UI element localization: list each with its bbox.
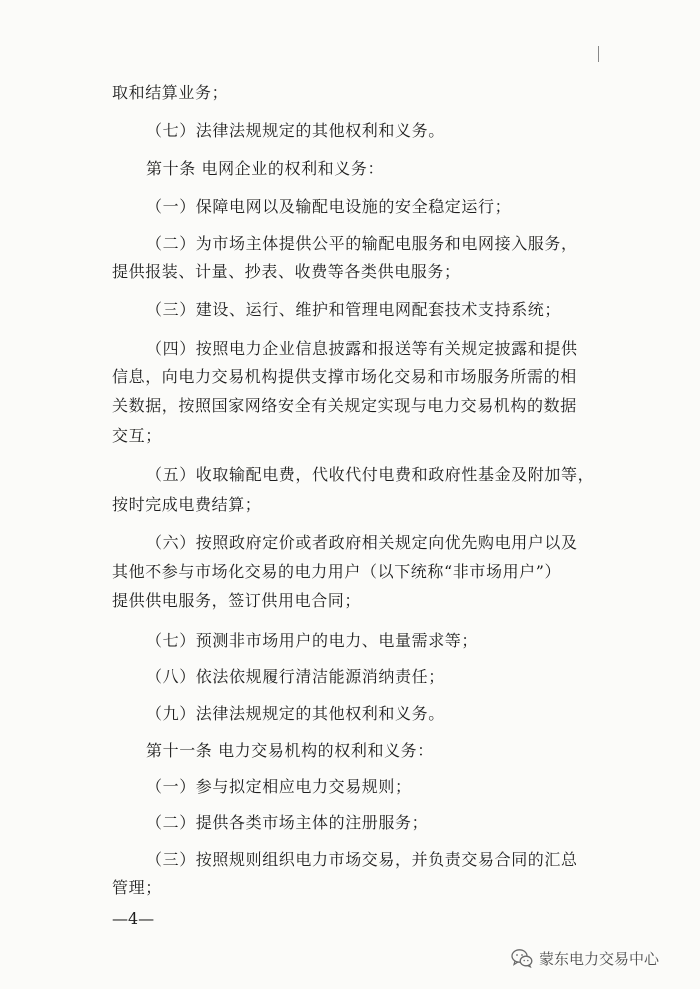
text-line: （八）依法依规履行清洁能源消纳责任； [146, 667, 445, 686]
text-line: （四）按照电力企业信息披露和报送等有关规定披露和提供 [146, 339, 578, 358]
section-heading: 第十条 电网企业的权利和义务： [146, 159, 385, 178]
scan-edge-mark [598, 46, 599, 62]
text-line: （六）按照政府定价或者政府相关规定向优先购电用户以及 [146, 533, 578, 552]
text-line: 提供供电服务，签订供用电合同； [112, 591, 362, 610]
text-line: （五）收取输配电费，代收代付电费和政府性基金及附加等， [146, 465, 595, 484]
text-line: 取和结算业务； [112, 83, 229, 102]
text-line: （一）参与拟定相应电力交易规则； [146, 777, 412, 796]
text-line: 信息，向电力交易机构提供支撑市场化交易和市场服务所需的相 [112, 367, 577, 386]
page-number: —4— [112, 909, 155, 928]
text-line: 管理； [112, 878, 162, 897]
text-line: 提供报装、计量、抄表、收费等各类供电服务； [112, 262, 461, 281]
text-line: 其他不参与市场化交易的电力用户（以下统称“非市场用户”） [112, 562, 562, 581]
watermark-text: 蒙东电力交易中心 [539, 950, 660, 968]
text-line: （七）预测非市场用户的电力、电量需求等； [146, 631, 479, 650]
watermark [511, 947, 659, 969]
text-line: 按时完成电费结算； [112, 495, 262, 514]
text-line: （三）按照规则组织电力市场交易，并负责交易合同的汇总 [146, 850, 578, 869]
section-heading: 第十一条 电力交易机构的权利和义务： [146, 741, 434, 760]
text-line: （二）提供各类市场主体的注册服务； [146, 813, 429, 832]
text-line: （三）建设、运行、维护和管理电网配套技术支持系统； [146, 300, 562, 319]
text-line: （九）法律法规规定的其他权利和义务。 [146, 704, 445, 723]
text-line: 关数据，按照国家网络安全有关规定实现与电力交易机构的数据 [112, 396, 577, 415]
text-line: （二）为市场主体提供公平的输配电服务和电网接入服务， [146, 234, 578, 253]
text-line: 交互； [112, 426, 162, 445]
wechat-icon [511, 948, 533, 968]
text-line: （一）保障电网以及输配电设施的安全稳定运行； [146, 197, 512, 216]
text-line: （七）法律法规规定的其他权利和义务。 [146, 121, 445, 140]
